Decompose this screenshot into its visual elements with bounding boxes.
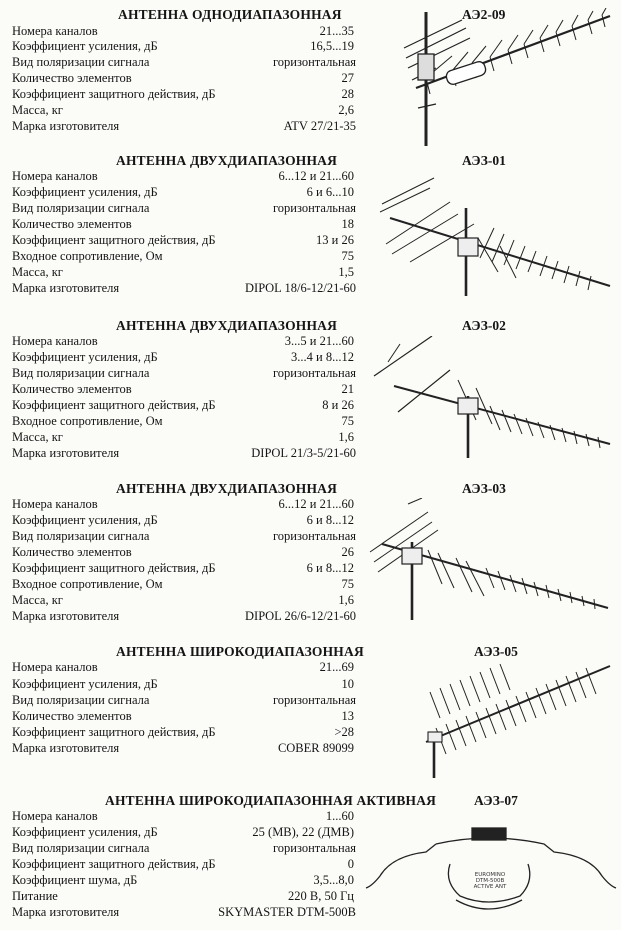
spec-value: ATV 27/21-35 [283,119,356,133]
spec-label: Количество элементов [12,545,132,559]
spec-value: 2,6 [338,103,354,117]
spec-value: 6 и 6...10 [306,185,354,199]
spec-label: Коэффициент усиления, дБ [12,39,158,53]
spec-label: Входное сопротивление, Ом [12,414,163,428]
spec-value: 75 [341,249,354,263]
model-code: АЭЗ-07 [474,793,518,808]
spec-label: Коэффициент шума, дБ [12,873,138,887]
spec-label: Коэффициент усиления, дБ [12,350,158,364]
spec-value: горизонтальная [272,55,356,69]
spec-label: Коэффициент защитного действия, дБ [12,233,216,247]
active-antenna-illustration [364,822,618,926]
spec-row [12,545,354,560]
spec-value: 26 [341,545,354,559]
spec-value: 6 и 8...12 [306,561,354,575]
spec-label: Масса, кг [12,103,63,117]
spec-value: DIPOL 18/6-12/21-60 [245,281,356,295]
spec-value: DIPOL 21/3-5/21-60 [251,446,356,460]
spec-row [12,809,354,824]
spec-row [12,889,354,904]
model-code: АЭЗ-03 [462,481,506,496]
spec-value: 1,6 [338,593,354,607]
spec-value: 75 [341,577,354,591]
spec-row [12,249,354,264]
spec-value: 8 и 26 [322,398,354,412]
spec-row [12,446,356,461]
model-code: АЭЗ-02 [462,318,506,333]
spec-value: 21 [341,382,354,396]
spec-label: Коэффициент усиления, дБ [12,825,158,839]
spec-row [12,350,354,365]
spec-value: горизонтальная [272,366,356,380]
spec-row [12,265,354,280]
product-label-line: DTM-500B [475,878,505,884]
spec-row [12,201,356,216]
spec-label: Марка изготовителя [12,609,120,623]
spec-value: 6...12 и 21...60 [278,497,354,511]
spec-row [12,825,354,840]
spec-value: 28 [341,87,354,101]
spec-value: горизонтальная [272,841,356,855]
spec-value: SKYMASTER DTM-500B [218,905,356,919]
product-label-line: ACTIVE ANT [473,884,507,890]
spec-value: 3...5 и 21...60 [284,334,354,348]
spec-label: Входное сопротивление, Ом [12,577,163,591]
spec-label: Номера каналов [12,809,98,823]
spec-row [12,529,356,544]
spec-value: 25 (МВ), 22 (ДМВ) [252,825,354,839]
spec-row [12,87,354,102]
section-title: АНТЕННА ДВУХДИАПАЗОННАЯ [116,481,338,496]
spec-row [12,609,356,624]
spec-row [12,841,356,856]
spec-label: Масса, кг [12,265,63,279]
dual-band-antenna-illustration [370,168,616,298]
model-code: АЭ2-09 [462,7,506,22]
spec-row [12,382,354,397]
spec-label: Коэффициент защитного действия, дБ [12,725,216,739]
section-title: АНТЕННА ОДНОДИАПАЗОННАЯ [118,7,342,22]
spec-row [12,71,354,86]
spec-row [12,430,354,445]
spec-row [12,725,354,740]
spec-label: Вид поляризации сигнала [12,366,150,380]
spec-value: 16,5...19 [310,39,354,53]
spec-row [12,398,354,413]
spec-label: Вид поляризации сигнала [12,201,150,215]
spec-value: 0 [347,857,354,871]
model-code: АЭЗ-01 [462,153,506,168]
spec-value: COBER 89099 [277,741,354,755]
product-label [470,872,510,890]
spec-row [12,24,354,39]
spec-row [12,39,354,54]
spec-row [12,414,354,429]
spec-label: Коэффициент защитного действия, дБ [12,857,216,871]
spec-label: Марка изготовителя [12,446,120,460]
spec-row [12,660,354,675]
spec-label: Номера каналов [12,169,98,183]
spec-value: 6 и 8...12 [306,513,354,527]
spec-value: 3...4 и 8...12 [291,350,354,364]
spec-value: горизонтальная [272,201,356,215]
section-title: АНТЕННА ШИРОКОДИАПАЗОННАЯ [116,644,364,659]
spec-label: Коэффициент усиления, дБ [12,513,158,527]
spec-label: Марка изготовителя [12,119,120,133]
spec-label: Количество элементов [12,217,132,231]
spec-label: Номера каналов [12,497,98,511]
spec-label: Марка изготовителя [12,281,120,295]
spec-label: Количество элементов [12,71,132,85]
spec-value: >28 [334,725,354,739]
spec-label: Марка изготовителя [12,905,120,919]
spec-value: 75 [341,414,354,428]
spec-label: Количество элементов [12,709,132,723]
spec-row [12,169,354,184]
spec-row [12,119,356,134]
spec-row [12,497,354,512]
spec-row [12,873,354,888]
spec-value: 27 [341,71,354,85]
spec-value: 1,5 [338,265,354,279]
spec-row [12,693,356,708]
spec-value: 3,5...8,0 [313,873,354,887]
yagi-antenna-illustration [396,8,616,148]
spec-row [12,334,354,349]
spec-value: 1...60 [325,809,354,823]
spec-label: Номера каналов [12,334,98,348]
spec-label: Количество элементов [12,382,132,396]
spec-value: 21...35 [319,24,354,38]
spec-label: Номера каналов [12,660,98,674]
wideband-antenna-illustration [420,662,616,780]
spec-row [12,513,354,528]
spec-row [12,577,354,592]
spec-row [12,55,356,70]
spec-row [12,561,354,576]
spec-row [12,366,356,381]
spec-row [12,905,356,920]
spec-label: Вид поляризации сигнала [12,55,150,69]
spec-row [12,677,354,692]
dual-band-antenna-illustration [372,336,616,460]
spec-label: Питание [12,889,58,903]
spec-label: Вид поляризации сигнала [12,841,150,855]
spec-label: Входное сопротивление, Ом [12,249,163,263]
spec-label: Коэффициент защитного действия, дБ [12,561,216,575]
spec-row [12,593,354,608]
spec-row [12,709,354,724]
product-label-line: EUROMINO [474,872,506,878]
spec-label: Вид поляризации сигнала [12,693,150,707]
spec-value: 220 В, 50 Гц [287,889,354,903]
model-code: АЭЗ-05 [474,644,518,659]
section-title: АНТЕННА ШИРОКОДИАПАЗОННАЯ АКТИВНАЯ [105,793,437,808]
spec-row [12,857,354,872]
spec-label: Коэффициент усиления, дБ [12,185,158,199]
section-title: АНТЕННА ДВУХДИАПАЗОННАЯ [116,153,338,168]
spec-value: 13 и 26 [316,233,354,247]
spec-row [12,103,354,118]
spec-label: Вид поляризации сигнала [12,529,150,543]
spec-value: 10 [341,677,354,691]
section-title: АНТЕННА ДВУХДИАПАЗОННАЯ [116,318,338,333]
spec-row [12,217,354,232]
spec-row [12,233,354,248]
spec-label: Коэффициент усиления, дБ [12,677,158,691]
spec-row [12,741,354,756]
spec-label: Марка изготовителя [12,741,120,755]
spec-row [12,281,356,296]
spec-value: 13 [341,709,354,723]
spec-label: Масса, кг [12,430,63,444]
spec-value: горизонтальная [272,693,356,707]
spec-value: 6...12 и 21...60 [278,169,354,183]
spec-label: Коэффициент защитного действия, дБ [12,87,216,101]
dual-band-antenna-illustration [368,498,614,622]
spec-label: Номера каналов [12,24,98,38]
spec-value: горизонтальная [272,529,356,543]
spec-label: Масса, кг [12,593,63,607]
spec-value: DIPOL 26/6-12/21-60 [245,609,356,623]
spec-row [12,185,354,200]
spec-label: Коэффициент защитного действия, дБ [12,398,216,412]
spec-value: 18 [341,217,354,231]
spec-value: 21...69 [319,660,354,674]
spec-value: 1,6 [338,430,354,444]
